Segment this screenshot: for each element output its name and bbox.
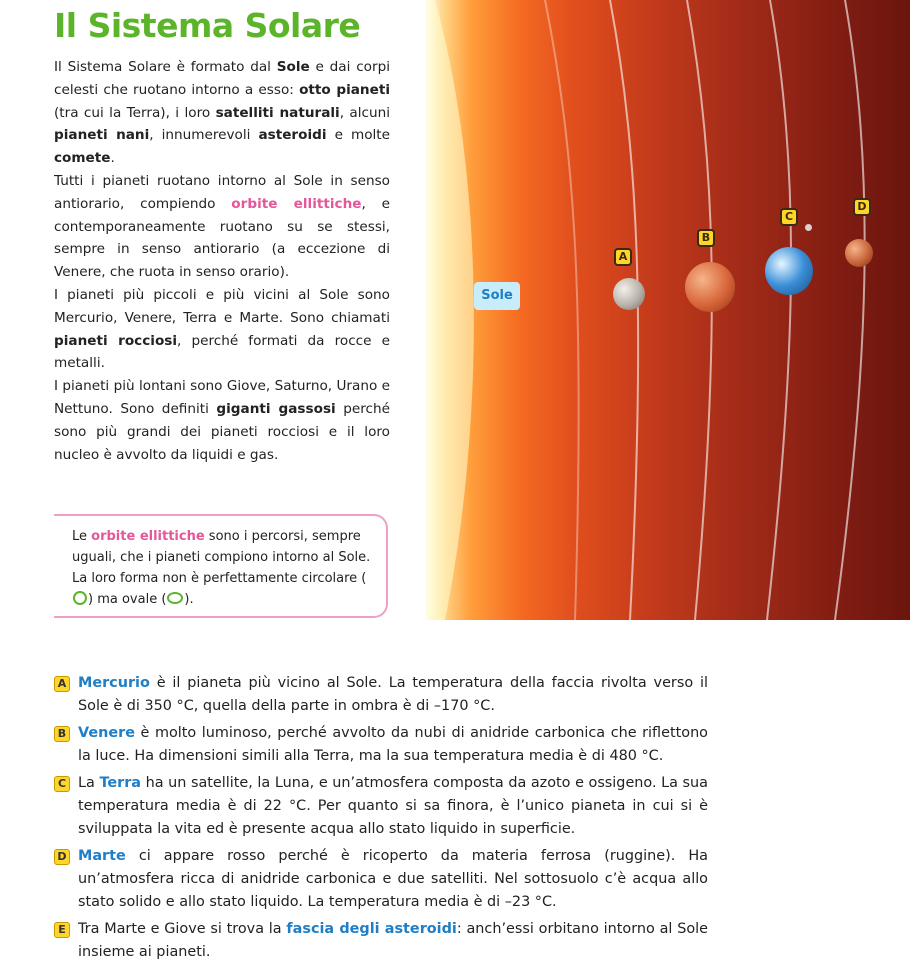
list-item: A Mercurio è il pianeta più vicino al Sole. La temperatura della faccia rivolta verso il Sole è di 350 °C, quella della parte in ombra è di –170 °C. (54, 672, 708, 718)
intro-paragraph-3: I pianeti più piccoli e più vicini al Sole sono Mercurio, Venere, Terra e Marte. Sono chiamati pianeti rocciosi, perché formati da rocce e metalli. (54, 286, 390, 372)
list-item: C La Terra ha un satellite, la Luna, e un’atmosfera composta da azoto e ossigeno. La sua temperatura media è di 22 °C. Per quanto si sa finora, è l’unico pianeta in cui si è sviluppata la vita ed è presente acqua allo stato liquido in superficie. (54, 772, 708, 841)
list-item: E Tra Marte e Giove si trova la fascia degli asteroidi: anch’essi orbitano intorno al Sole insieme ai pianeti. (54, 918, 708, 964)
mars-planet (845, 239, 873, 267)
item-badge: C (54, 776, 70, 792)
page-title: Il Sistema Solare (54, 6, 361, 45)
intro-paragraph-1: Il Sistema Solare è formato dal Sole e dai corpi celesti che ruotano intorno a esso: otto pianeti (tra cui la Terra), i loro satelliti naturali, alcuni pianeti nani, innumerevoli asteroidi e molte comete. (54, 59, 390, 167)
planet-tag-c: C (780, 208, 798, 226)
list-item: B Venere è molto luminoso, perché avvolto da nubi di anidride carbonica che riflettono la luce. Ha dimensioni simili alla Terra, ma la sua temperatura media è di 480 °C. (54, 722, 708, 768)
mercury-planet (613, 278, 645, 310)
sun-label: Sole (474, 282, 520, 310)
planet-tag-d: D (853, 198, 871, 216)
item-badge: E (54, 922, 70, 938)
planet-tag-a: A (614, 248, 632, 266)
earth-planet (765, 247, 813, 295)
venus-planet (685, 262, 735, 312)
intro-paragraph-4: I pianeti più lontani sono Giove, Saturno, Urano e Nettuno. Sono definiti giganti gassosi perché sono più grandi dei pianeti rocciosi e il loro nucleo è avvolto da liquidi e gas. (54, 378, 390, 463)
orbit-lines (425, 0, 910, 620)
intro-paragraph-2: Tutti i pianeti ruotano intorno al Sole in senso antiorario, compiendo orbite ellittiche, e contemporaneamente ruotano su se stessi, sempre in senso antiorario (a eccezione di Venere, che ruota in senso orario). (54, 172, 390, 281)
oval-orbit-icon (167, 592, 183, 604)
item-badge: B (54, 726, 70, 742)
moon (805, 224, 812, 231)
note-highlight: orbite ellittiche (91, 529, 205, 544)
highlight-orbite: orbite ellittiche (231, 195, 362, 212)
orbit-note-box: Le orbite ellittiche sono i percorsi, sempre uguali, che i pianeti compiono intorno al Sole. La loro forma non è perfettamente circolare () ma ovale ( ). (54, 514, 388, 618)
planet-descriptions (54, 672, 708, 968)
item-badge: A (54, 676, 70, 692)
list-item: D Marte ci appare rosso perché è ricoperto da materia ferrosa (ruggine). Ha un’atmosfera ricca di anidride carbonica e due satelliti. Nel sottosuolo c’è acqua allo stato solido e allo stato liquido. La temperatura media è di –23 °C. (54, 845, 708, 914)
intro-text (54, 56, 390, 466)
item-badge: D (54, 849, 70, 865)
circle-orbit-icon (73, 591, 87, 605)
planet-tag-b: B (697, 229, 715, 247)
solar-system-illustration (425, 0, 910, 620)
